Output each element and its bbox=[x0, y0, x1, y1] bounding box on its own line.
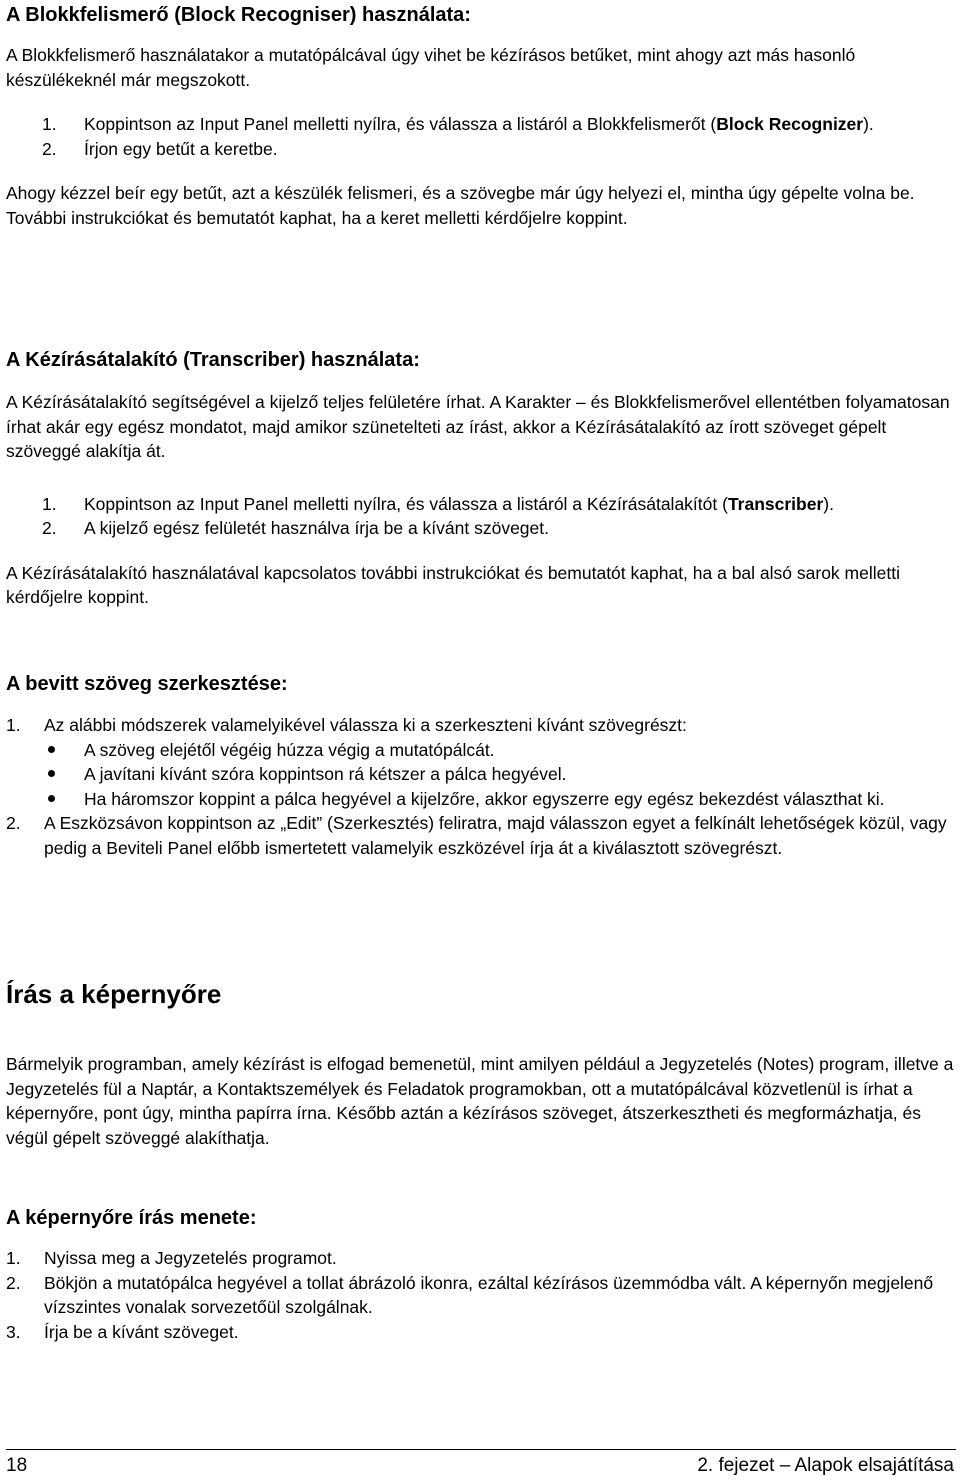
paragraph: Ahogy kézzel beír egy betűt, azt a készülék felismeri, és a szövegbe már úgy helyezi el, mintha úgy gépelte volna be. További instrukciókat és bemutatót kaphat, ha a keret melletti kérdőjelre koppint. bbox=[6, 183, 915, 228]
chapter-title: 2. fejezet – Alapok elsajátítása bbox=[697, 1455, 954, 1476]
list-number: 1. bbox=[6, 1248, 21, 1268]
paragraph: Bármelyik programban, amely kézírást is elfogad bemenetül, mint amilyen például a Jegyzetelés (Notes) program, illetve a Jegyzetelés fül a Naptár, a Kontaktszemélyek és Feladatok programokban, ott a mutatópálcával közvetlenül is írhat a képernyőre, pont úgy, mintha papírra írna. Később aztán a kézírásos szöveget, átszerkesztheti és megformázhatja, és végül gépelt szöveggé alakíthatja. bbox=[6, 1054, 954, 1148]
list-item: 2. Bökjön a mutatópálca hegyével a tollat ábrázoló ikonra, ezáltal kézírásos üzemmódba vált. A képernyőn megjelenő vízszintes vonalak sorvezetőül szolgálnak. bbox=[6, 1272, 934, 1317]
list-number: 1. bbox=[6, 715, 21, 735]
bullet-icon bbox=[48, 795, 55, 802]
bold-term: Block Recognizer bbox=[716, 114, 864, 134]
section-title-screen-writing: Írás a képernyőre bbox=[6, 979, 222, 1009]
list-number: 2. bbox=[6, 1272, 21, 1293]
list-item: 3. Írja be a kívánt szöveget. bbox=[6, 1320, 958, 1345]
bullet-item: A szöveg elejétől végéig húzza végig a mutatópálcát. bbox=[6, 738, 958, 763]
section-title-transcriber: A Kézírásátalakító (Transcriber) használata: bbox=[6, 349, 420, 371]
section-editing bbox=[6, 713, 958, 860]
list-item: 1. Koppintson az Input Panel melletti nyílra, és válassza a listáról a Kézírásátalakítót (Transcriber). bbox=[6, 492, 958, 517]
section-block-recogniser bbox=[6, 43, 958, 230]
list-number: 2. bbox=[42, 518, 57, 538]
section-screen-writing-steps bbox=[6, 1246, 958, 1344]
list-number: 3. bbox=[6, 1321, 21, 1342]
section-title-editing: A bevitt szöveg szerkesztése: bbox=[6, 673, 288, 695]
list-number: 1. bbox=[42, 114, 57, 134]
paragraph: A Blokkfelismerő használatakor a mutatópálcával úgy vihet be kézírásos betűket, mint ahogy azt más hasonló készülékeknél már megszokott. bbox=[6, 45, 856, 90]
paragraph: A Kézírásátalakító használatával kapcsolatos további instrukciókat és bemutatót kaphat, ha a bal alsó sarok melletti kérdőjelre koppint. bbox=[6, 562, 900, 607]
section-transcriber bbox=[6, 390, 958, 610]
footer-divider bbox=[6, 1449, 956, 1450]
list-item: 1. Az alábbi módszerek valamelyikével válassza ki a szerkeszteni kívánt szövegrészt: bbox=[6, 713, 958, 738]
section-title-block-recogniser: A Blokkfelismerő (Block Recogniser) használata: bbox=[6, 4, 471, 26]
bullet-icon bbox=[48, 770, 55, 777]
list-item: 2. A Eszközsávon koppintson az „Edit” (Szerkesztés) feliratra, majd válasszon egyet a felkínált lehetőségek közül, vagy pedig a Beviteli Panel előbb ismertetett valamelyik eszközével írja át a kiválasztott szövegrészt. bbox=[6, 813, 947, 858]
list-number: 1. bbox=[42, 493, 57, 514]
page-number: 18 bbox=[6, 1455, 28, 1476]
list-item: 2. A kijelző egész felületét használva írja be a kívánt szöveget. bbox=[6, 516, 958, 541]
bullet-item: Ha háromszor koppint a pálca hegyével a kijelzőre, akkor egyszerre egy egész bekezdést választhat ki. bbox=[6, 787, 904, 812]
list-item: 1. Nyissa meg a Jegyzetelés programot. bbox=[6, 1246, 958, 1271]
paragraph: A Kézírásátalakító segítségével a kijelző teljes felületére írhat. A Karakter – és Blokkfelismerővel ellentétben folyamatosan írhat akár egy egész mondatot, majd amikor szünetelteti az írást, akkor a Kézírásátalakító az írott szöveget gépelt szöveggé alakítja át. bbox=[6, 392, 950, 461]
list-number: 2. bbox=[42, 138, 57, 159]
list-item: 1. Koppintson az Input Panel melletti nyílra, és válassza a listáról a Blokkfelismerőt (Block Recognizer). bbox=[6, 112, 958, 137]
section-title-screen-writing-steps: A képernyőre írás menete: bbox=[6, 1207, 257, 1229]
bold-term: Transcriber bbox=[727, 493, 824, 514]
list-item: 2. Írjon egy betűt a keretbe. bbox=[6, 137, 958, 162]
bullet-icon bbox=[48, 746, 55, 753]
list-number: 2. bbox=[6, 813, 21, 833]
bullet-item: A javítani kívánt szóra koppintson rá kétszer a pálca hegyével. bbox=[6, 762, 958, 787]
section-screen-writing bbox=[6, 1052, 958, 1150]
